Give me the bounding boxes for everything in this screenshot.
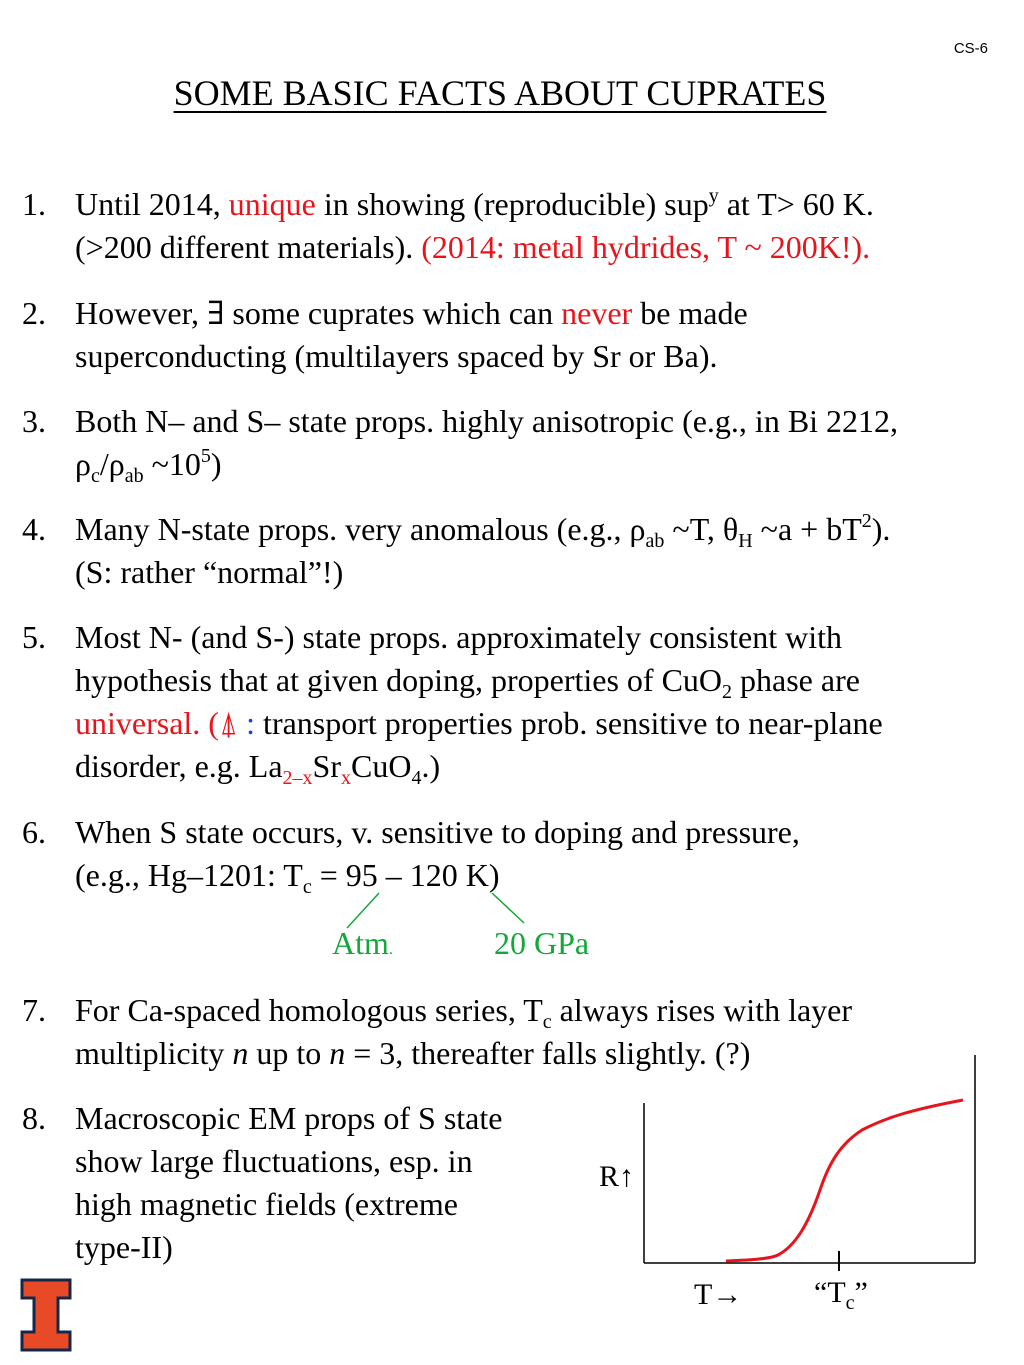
item-7-line-2: multiplicity n up to n = 3, thereafter falls slightly. (?) [75,1035,751,1071]
gpa-label: 20 GPa [494,925,590,961]
item-8-line-1: Macroscopic EM props of S state [75,1100,503,1136]
item-3-line-2: $\rho_c/\rho_{ab}$ $\sim 10^5$) [75,445,222,487]
list-item-1: 1. Until 2014, unique in showing (reproducible) sup$^y$ at T> 60 K. (>200 different materials). (2014: metal hydrides, T ~ 200K!). [22,183,874,269]
list-item-2: 2. However, ∃ some cuprates which can never be made superconducting (multilayers spaced by Sr or Ba). [22,292,748,378]
slide-number: CS-6 [953,40,988,57]
warning-icon: ⍋ [218,705,239,741]
item-7-line-1: For Ca-spaced homologous series, $T_c$ always rises with layer [75,992,853,1033]
item-5-line-2: hypothesis that at given doping, properties of CuO$_2$ phase are [75,662,860,703]
item-8-line-4: type-II) [75,1229,173,1265]
item-3-line-1: Both N– and S– state props. highly anisotropic (e.g., in Bi 2212, [75,403,899,439]
item-8-line-2: show large fluctuations, esp. in [75,1143,473,1179]
item-2-line-2: superconducting (multilayers spaced by Sr or Ba). [75,338,718,374]
list-item-8: 8. Macroscopic EM props of S state show large fluctuations, esp. in high magnetic fields (extreme type-II) [22,1097,502,1269]
item-4-line-1: Many N-state props. very anomalous (e.g., $\rho_{ab}$ ~T, $\theta_H$ ~a + $bT^2$). [75,510,891,552]
page-title: SOME BASIC FACTS ABOUT CUPRATES [173,73,827,113]
list-item-7: 7. For Ca-spaced homologous series, $T_c$ always rises with layer multiplicity n up to n = 3, thereafter falls slightly. (?) [22,989,852,1075]
item-2-line-1: However, ∃ some cuprates which can never be made [75,295,748,331]
item-4-line-2: (S: rather “normal”!) [75,554,344,590]
block-i-logo [20,1278,72,1352]
list-item-4: 4. Many N-state props. very anomalous (e.g., $\rho_{ab}$ ~T, $\theta_H$ ~a + $bT^2$). (S: rather “normal”!) [22,508,890,594]
tc-label: “$T_c$” [814,1276,868,1314]
atm-label: Atm. [332,925,393,961]
x-axis-label: T→ [694,1278,743,1311]
item-5-line-1: Most N- (and S-) state props. approximately consistent with [75,619,842,655]
item-8-line-3: high magnetic fields (extreme [75,1186,458,1222]
item-5-line-3: universal. (⍋ : transport properties prob. sensitive to near-plane [75,705,883,741]
item-6-line-2: (e.g., Hg–1201: $T_c = 95 - 120$ K) [75,857,500,898]
y-axis-label: R↑ [599,1160,635,1193]
item-5-line-4: disorder, e.g. $La_{2-x}Sr_xCuO_4$.) [75,748,441,789]
list-item-3: 3. Both N– and S– state props. highly anisotropic (e.g., in Bi 2212, $\rho_c/\rho_{ab}$ $\sim 10^5$) [22,400,898,486]
item-1-line-2: (>200 different materials). (2014: metal hydrides, T ~ 200K!). [75,229,871,265]
list-item-5: 5. Most N- (and S-) state props. approximately consistent with hypothesis that at given doping, properties of CuO$_2$ phase are universal. (⍋ : transport properties prob. sensitive to near-plane disorder, e.g. $La_{2-x}Sr_xCuO_4$.) [22,616,883,788]
resistance-curve [726,1100,963,1261]
list-item-6: 6. When S state occurs, v. sensitive to doping and pressure, (e.g., Hg–1201: $T_c = 95 - 120$ K) [22,811,800,897]
item-6-line-1: When S state occurs, v. sensitive to doping and pressure, [75,814,800,850]
item-1-line-1: Until 2014, unique in showing (reproducible) sup$^y$ at T> 60 K. [75,185,874,222]
